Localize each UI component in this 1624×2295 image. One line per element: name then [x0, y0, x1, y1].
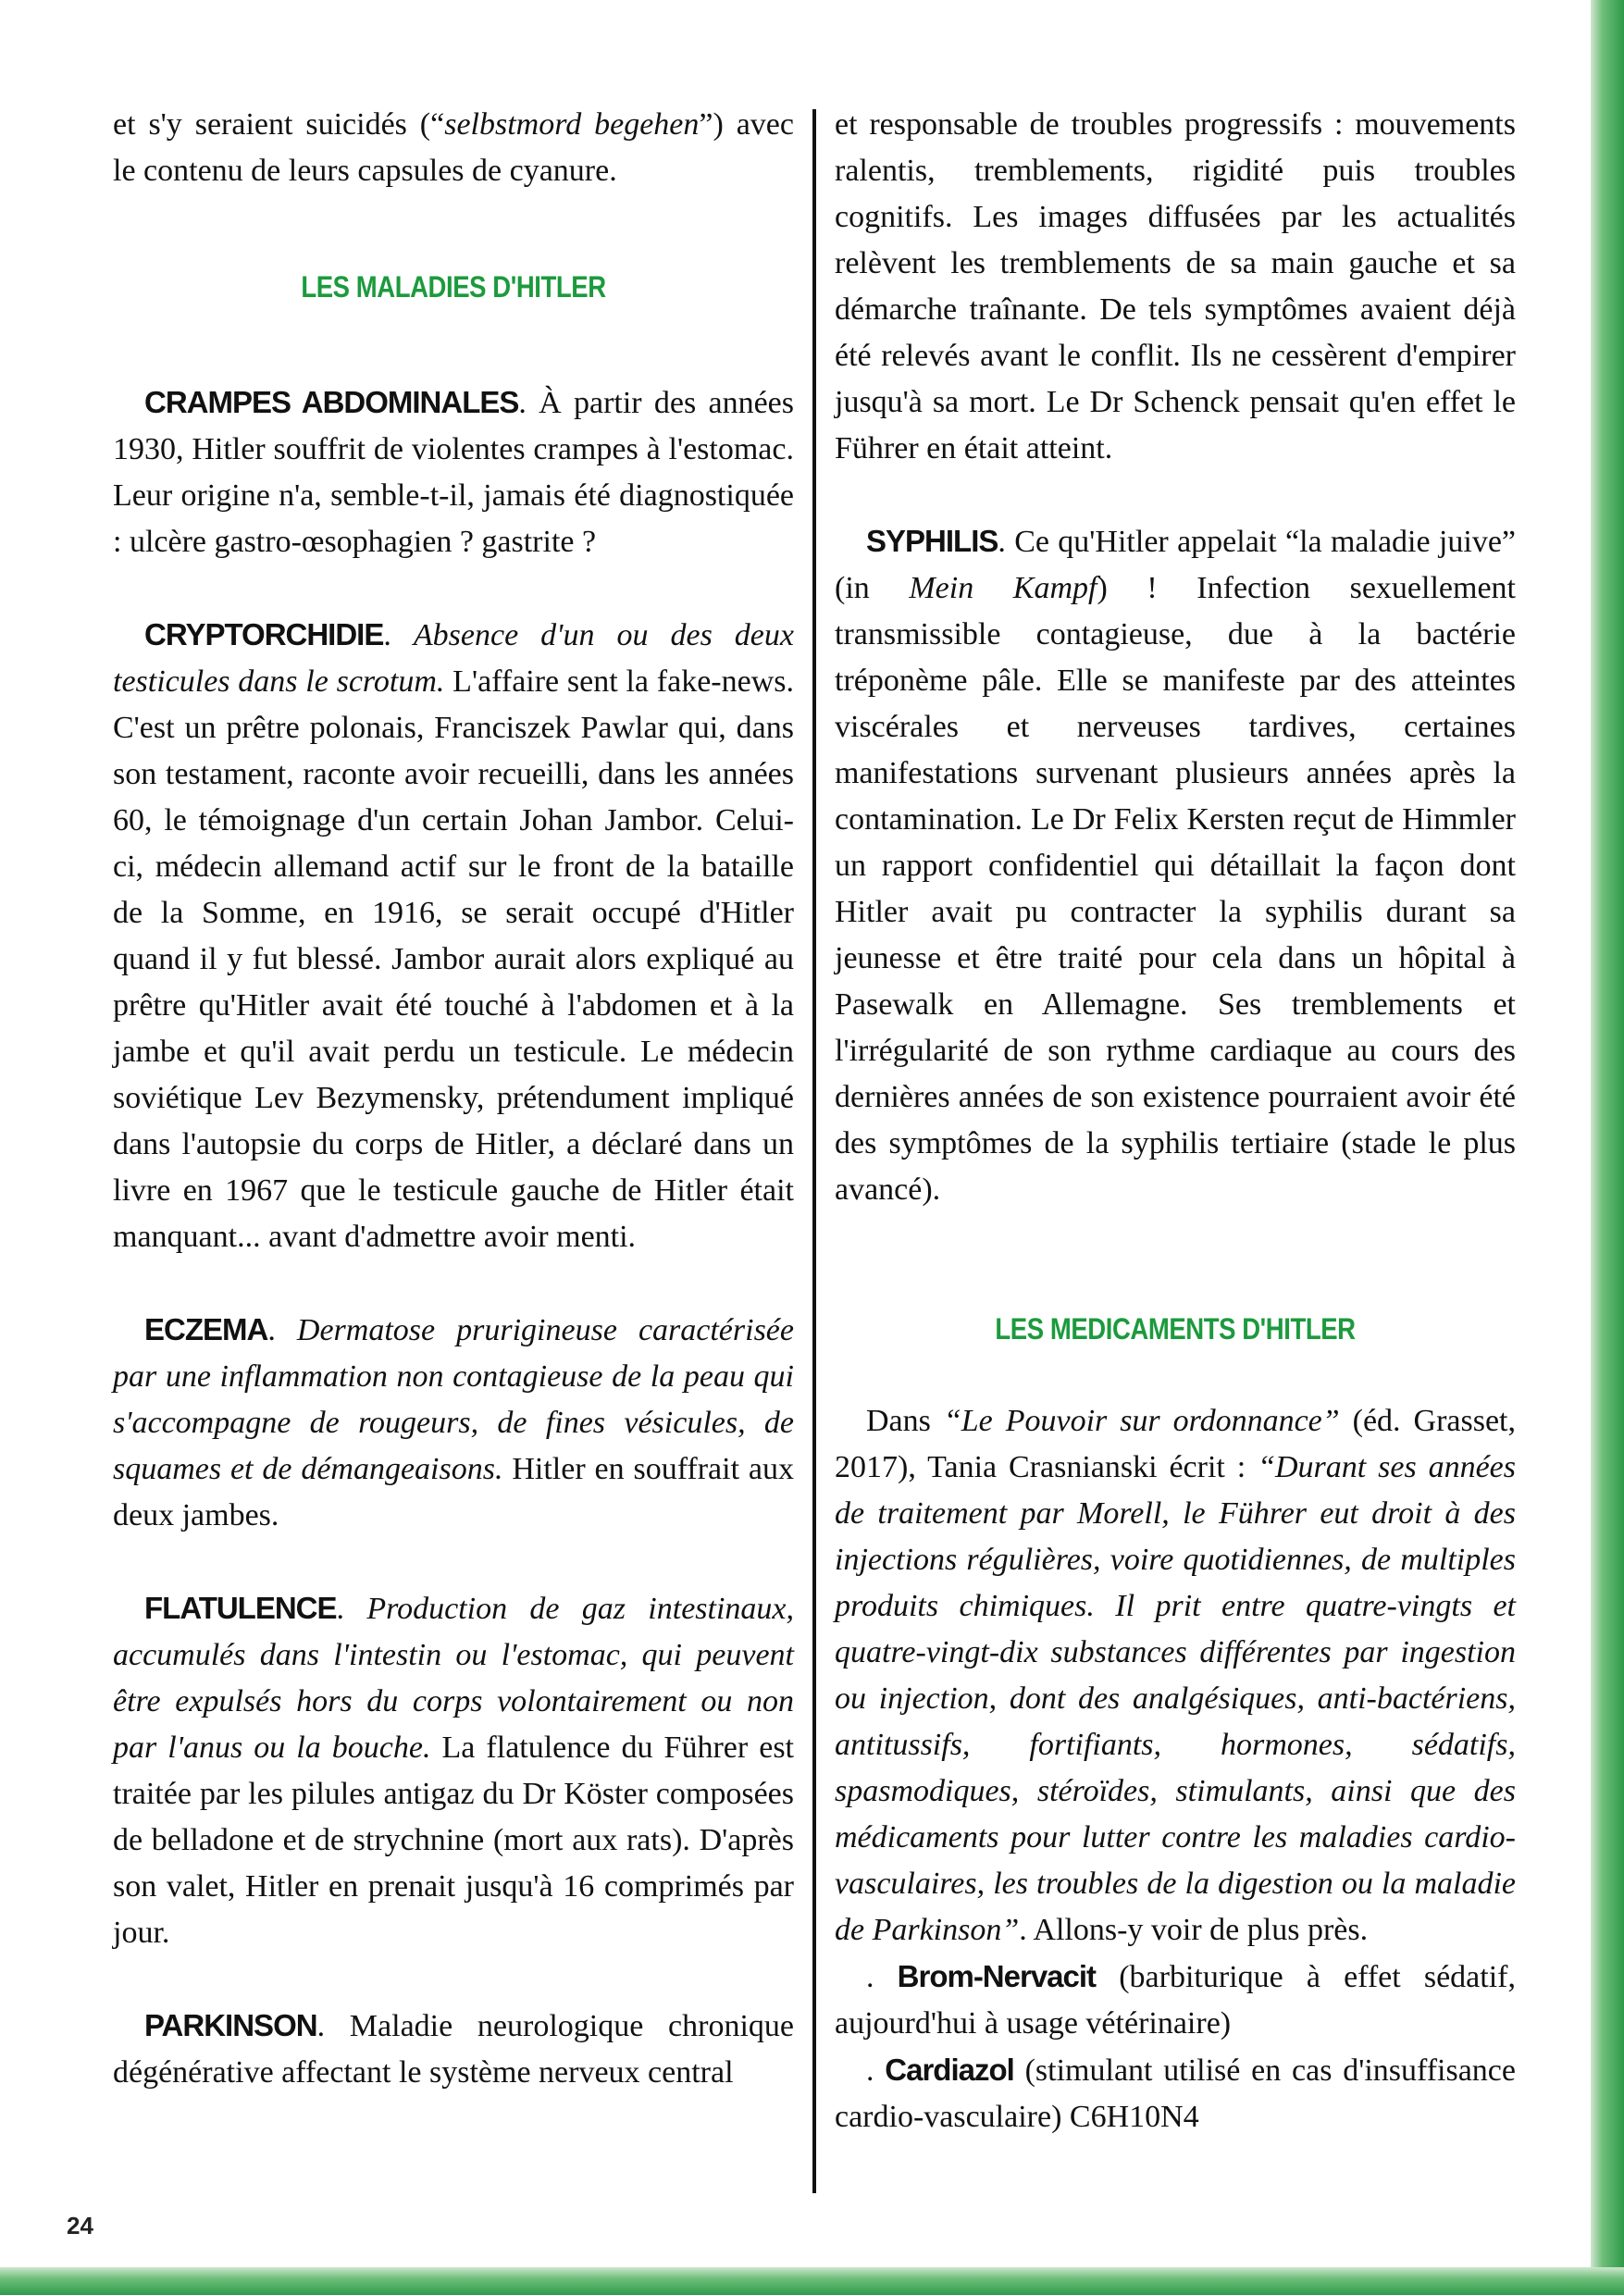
heading-medicaments: LES MEDICAMENTS D'HITLER: [995, 1312, 1356, 1346]
entry-parkinson: PARKINSON. Maladie neurologique chronique dégénérative affectant le système nerveux central: [113, 2008, 794, 2090]
term-parkinson: PARKINSON: [144, 2008, 317, 2042]
entry-brom-nervacit: . Brom-Nervacit (barbiturique à effet sédatif, aujourd'hui à usage vétérinaire): [835, 1959, 1516, 2041]
intro-paragraph: et s'y seraient suicidés (“selbstmord begehen”) avec le contenu de leurs capsules de cyanure.: [113, 107, 794, 188]
term-eczema: ECZEMA: [144, 1312, 268, 1346]
term-flatulence: FLATULENCE: [144, 1591, 337, 1625]
entry-cryptorchidie: CRYPTORCHIDIE. Absence d'un ou des deux testicules dans le scrotum. L'affaire sent la fake-news. C'est un prêtre polonais, Franciszek Pawlar qui, dans son testament, raconte avoir recueilli, dans les années 60, le témoignage d'un certain Johan Jambor. Celui-ci, médecin allemand actif sur le front de la bataille de la Somme, en 1916, se serait occupé d'Hitler quand il y fut blessé. Jambor aurait alors expliqué au prêtre qu'Hitler avait été touché à l'abdomen et à la jambe et qu'il avait perdu un testicule. Le médecin soviétique Lev Bezymensky, prétendument impliqué dans l'autopsie du corps de Hitler, a déclaré dans un livre en 1967 que le testicule gauche de Hitler était manquant... avant d'admettre avoir menti.: [113, 617, 794, 1254]
paragraph-dans: Dans “Le Pouvoir sur ordonnance” (éd. Grasset, 2017), Tania Crasnianski écrit : “Durant ses années de traitement par Morell, le Führer eut droit à des injections régulières, voire quotidiennes, de multiples produits chimiques. Il prit entre quatre-vingts et quatre-vingt-dix substances différentes par ingestion ou injection, dont des analgésiques, anti-bactériens, antitussifs, fortifiants, hormones, sédatifs, spasmodiques, stéroïdes, stimulants, ainsi que des médicaments pour lutter contre les maladies cardio-vasculaires, les troubles de la digestion ou la maladie de Parkinson”. Allons-y voir de plus près.: [835, 1404, 1516, 1947]
right-column: [835, 102, 1516, 2140]
entry-flatulence: FLATULENCE. Production de gaz intestinaux, accumulés dans l'intestin ou l'estomac, qui peuvent être expulsés hors du corps volontairement ou non par l'anus ou la bouche. La flatulence du Führer est traitée par les pilules antigaz du Dr Köster composées de belladone et de strychnine (mort aux rats). D'après son valet, Hitler en prenait jusqu'à 16 comprimés par jour.: [113, 1591, 794, 1950]
parkinson-continued: et responsable de troubles progressifs : mouvements ralentis, tremblements, rigidité puis troubles cognitifs. Les images diffusées par les actualités relèvent les tremblements de sa main gauche et sa démarche traînante. De tels symptômes avaient déjà été relevés avant le conflit. Ils ne cessèrent d'empirer jusqu'à sa mort. Le Dr Schenck pensait qu'en effet le Führer en était atteint.: [835, 107, 1516, 465]
term-crampes: CRAMPES ABDOMINALES: [144, 385, 519, 419]
left-column: [113, 102, 794, 2096]
green-page-edge-bottom: [0, 2267, 1624, 2295]
heading-maladies: LES MALADIES D'HITLER: [301, 270, 606, 304]
entry-cardiazol: . Cardiazol (stimulant utilisé en cas d'insuffisance cardio-vasculaire) C6H10N4: [835, 2053, 1516, 2134]
page-number: 24: [67, 2212, 93, 2239]
entry-eczema: ECZEMA. Dermatose prurigineuse caractérisée par une inflammation non contagieuse de la peau qui s'accompagne de rougeurs, de fines vésicules, de squames et de démangeaisons. Hitler en souffrait aux deux jambes.: [113, 1312, 794, 1532]
column-divider: [812, 109, 816, 2193]
green-page-edge-right: [1591, 0, 1624, 2295]
term-syphilis: SYPHILIS: [866, 524, 998, 558]
entry-syphilis: SYPHILIS. Ce qu'Hitler appelait “la maladie juive” (in Mein Kampf) ! Infection sexuellement transmissible contagieuse, due à la bactérie tréponème pâle. Elle se manifeste par des atteintes viscérales et nerveuses tardives, certaines manifestations survenant plusieurs années après la contamination. Le Dr Felix Kersten reçut de Himmler un rapport confidentiel qui détaillait la façon dont Hitler avait pu contracter la syphilis durant sa jeunesse et être traité pour cela dans un hôpital à Pasewalk en Allemagne. Ses tremblements et l'irrégularité de son rythme cardiaque au cours des dernières années de son existence pourraient avoir été des symptômes de la syphilis tertiaire (stade le plus avancé).: [835, 524, 1516, 1207]
term-brom-nervacit: Brom-Nervacit: [897, 1959, 1097, 1993]
term-cardiazol: Cardiazol: [885, 2053, 1014, 2087]
entry-crampes: CRAMPES ABDOMINALES. À partir des années 1930, Hitler souffrit de violentes crampes à l'estomac. Leur origine n'a, semble-t-il, jamais été diagnostiquée : ulcère gastro-œsophagien ? gastrite ?: [113, 385, 795, 559]
term-cryptorchidie: CRYPTORCHIDIE: [144, 617, 384, 651]
